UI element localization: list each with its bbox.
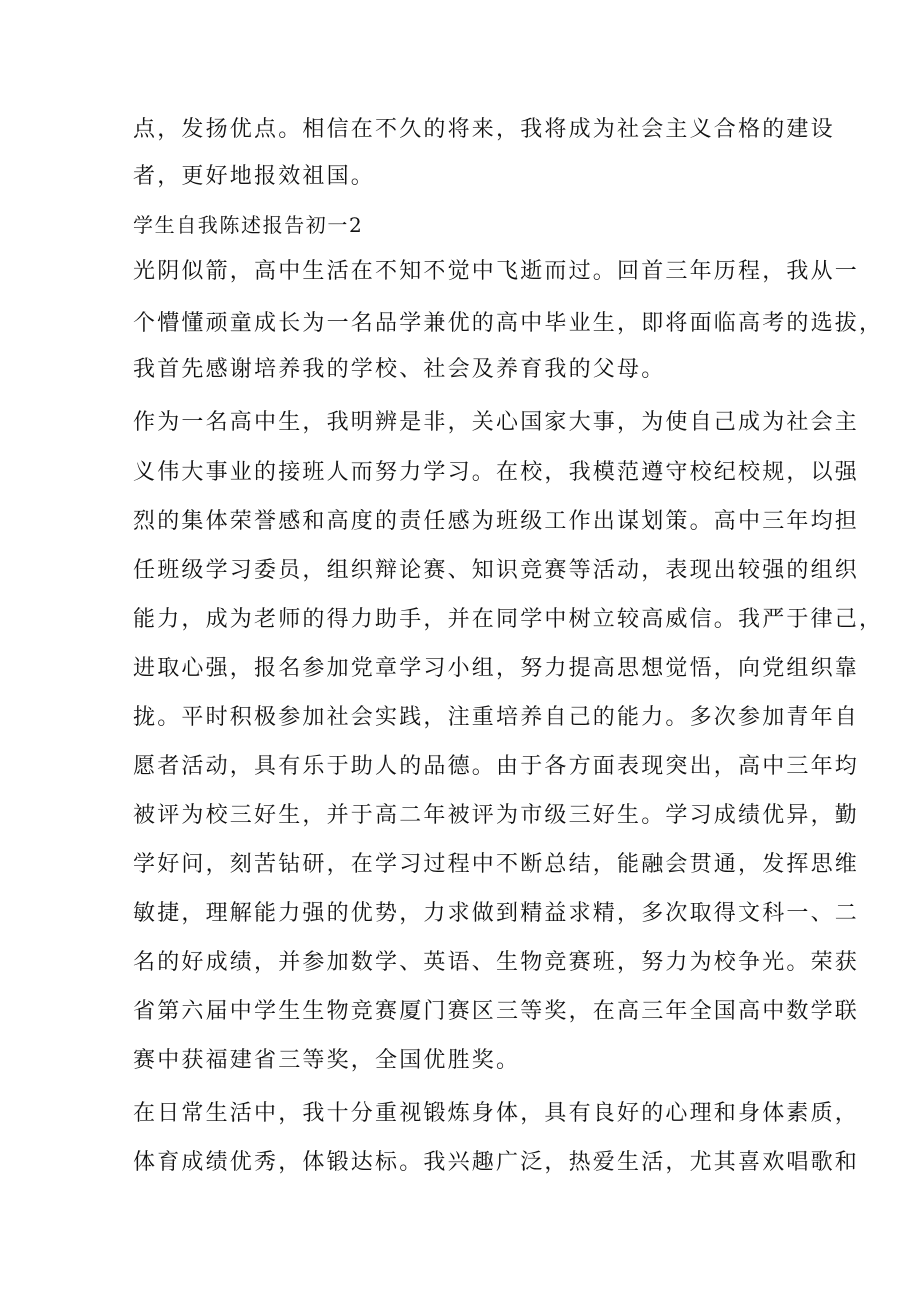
text-line: 义伟大事业的接班人而努力学习。在校，我模范遵守校纪校规，以强 <box>133 460 860 485</box>
text-line: 进取心强，报名参加党章学习小组，努力提高思想觉悟，向党组织靠 <box>133 656 860 681</box>
text-line: 学好问，刻苦钻研，在学习过程中不断总结，能融会贯通，发挥思维 <box>133 852 860 877</box>
text-line: 拢。平时积极参加社会实践，注重培养自己的能力。多次参加青年自 <box>133 705 860 730</box>
text-line: 我首先感谢培养我的学校、社会及养育我的父母。 <box>133 357 666 382</box>
text-line: 体育成绩优秀，体锻达标。我兴趣广泛，热爱生活，尤其喜欢唱歌和 <box>133 1150 860 1175</box>
text-line: 个懵懂顽童成长为一名品学兼优的高中毕业生，即将面临高考的选拔， <box>133 311 884 336</box>
text-line: 在日常生活中，我十分重视锻炼身体，具有良好的心理和身体素质， <box>133 1101 860 1126</box>
text-line: 作为一名高中生，我明辨是非，关心国家大事，为使自己成为社会主 <box>133 410 860 435</box>
text-line: 能力，成为老师的得力助手，并在同学中树立较高威信。我严于律己， <box>133 607 884 632</box>
text-line: 被评为校三好生，并于高二年被评为市级三好生。学习成绩优异，勤 <box>133 803 860 828</box>
text-line: 愿者活动，具有乐于助人的品德。由于各方面表现突出，高中三年均 <box>133 754 860 779</box>
text-line: 者，更好地报效祖国。 <box>133 164 376 189</box>
text-line: 点，发扬优点。相信在不久的将来，我将成为社会主义合格的建设 <box>133 117 835 142</box>
text-line: 光阴似箭，高中生活在不知不觉中飞逝而过。回首三年历程，我从一 <box>133 259 860 284</box>
text-line: 省第六届中学生生物竞赛厦门赛区三等奖，在高三年全国高中数学联 <box>133 999 860 1024</box>
text-line: 名的好成绩，并参加数学、英语、生物竞赛班，努力为校争光。荣获 <box>133 950 860 975</box>
text-line: 烈的集体荣誉感和高度的责任感为班级工作出谋划策。高中三年均担 <box>133 509 860 534</box>
section-heading: 学生自我陈述报告初一2 <box>133 213 364 237</box>
text-line: 任班级学习委员，组织辩论赛、知识竞赛等活动，表现出较强的组织 <box>133 558 860 583</box>
text-line: 赛中获福建省三等奖，全国优胜奖。 <box>133 1048 521 1073</box>
text-line: 敏捷，理解能力强的优势，力求做到精益求精，多次取得文科一、二 <box>133 901 860 926</box>
